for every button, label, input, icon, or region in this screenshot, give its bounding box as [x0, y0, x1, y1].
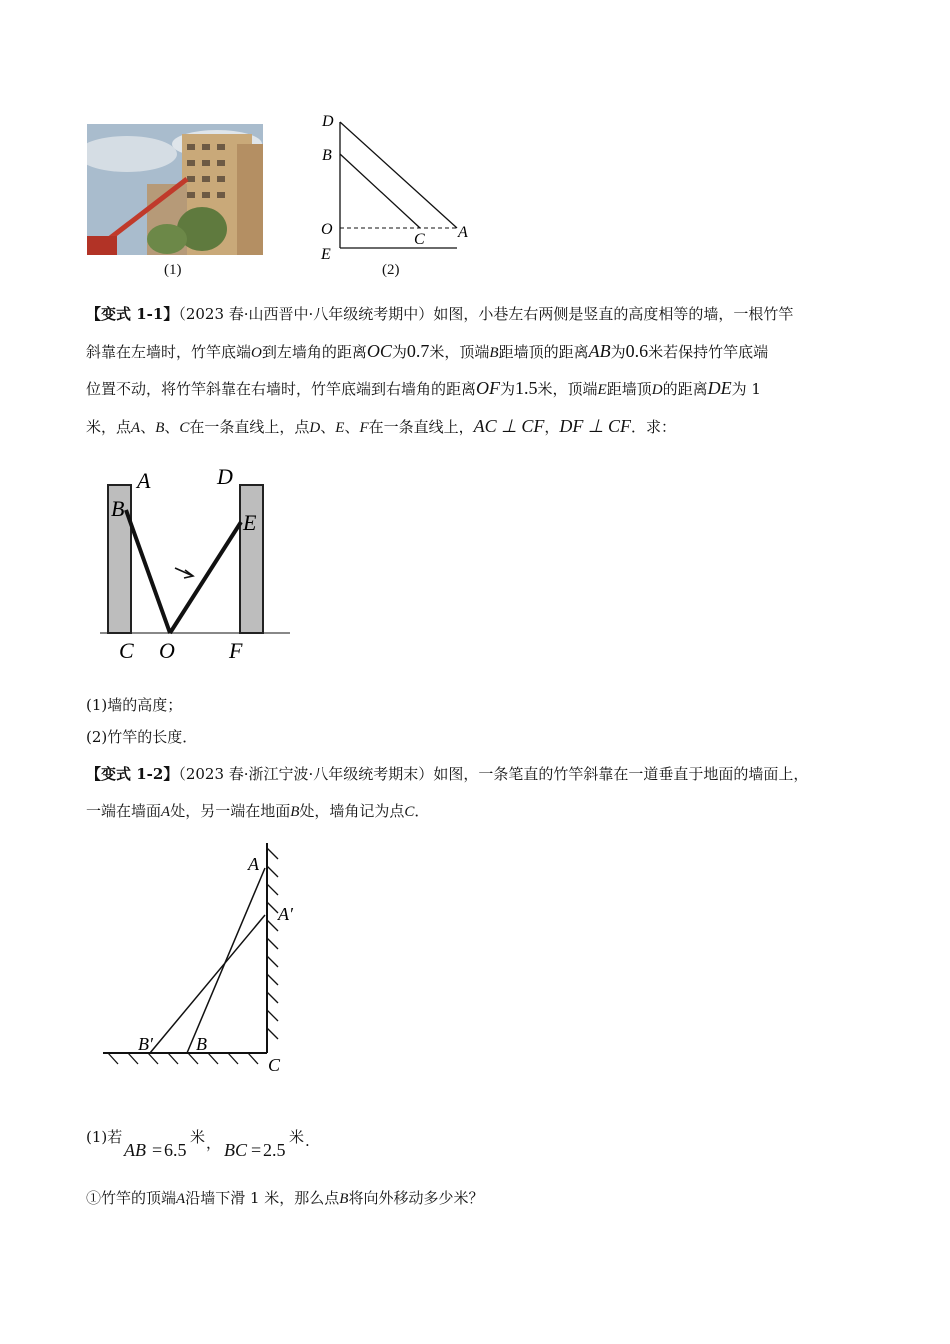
label-c: C — [268, 1055, 281, 1075]
label-a-prime: A′ — [278, 904, 293, 924]
variant-1-1-question-2: (2)竹竿的长度． — [86, 728, 198, 746]
figure-caption-2: (2) — [382, 262, 400, 278]
variant-1-1-source: （2023 春·山西晋中·八年级统考期中） — [178, 305, 434, 323]
line-da — [340, 122, 457, 228]
walls-figure — [95, 460, 295, 665]
label-e: E — [243, 510, 257, 535]
label-f: F — [229, 638, 243, 663]
variant-1-1-text: 如图，小巷左右两侧是竖直的高度相等的墙，一根竹竿 — [433, 305, 794, 323]
label-a: A — [458, 224, 468, 241]
photo-illustration — [87, 124, 263, 255]
label-o: O — [159, 638, 175, 663]
label-b: B — [322, 147, 332, 164]
ladder-truck-photo — [87, 124, 263, 255]
right-wall — [240, 485, 263, 633]
variant-1-1-question-1: (1)墙的高度； — [86, 696, 183, 714]
label-d: D — [322, 113, 334, 130]
label-a: A — [137, 468, 151, 493]
sliding-pole-figure — [98, 838, 308, 1078]
label-d: D — [217, 464, 233, 489]
label-c: C — [119, 638, 134, 663]
variant-1-1-line-4: 米，点A、B、C在一条直线上，点D、E、F在一条直线上，AC ⊥ CF，DF ⊥ CF．求： — [86, 416, 677, 436]
figure-caption-1: (1) — [164, 262, 182, 278]
ground-hatching — [108, 1053, 258, 1064]
variant-1-2-line-1 — [86, 756, 866, 793]
wall-hatching — [267, 848, 278, 1039]
pole-right — [170, 522, 241, 633]
label-c: C — [414, 231, 425, 248]
label-b-prime: B′ — [138, 1034, 153, 1054]
label-b: B — [111, 496, 125, 521]
label-o: O — [321, 221, 333, 238]
variant-1-2-source: （2023 春·浙江宁波·八年级统考期末） — [178, 765, 434, 783]
geometry-figure-2 — [300, 108, 490, 263]
variant-1-2-sub-question-1: ①竹竿的顶端A沿墙下滑 1 米，那么点B将向外移动多少米？ — [86, 1189, 484, 1207]
variant-1-2-line-2: 一端在墙面A处，另一端在地面B处，墙角记为点C． — [86, 802, 430, 820]
variant-1-2-text: 如图，一条笔直的竹竿斜靠在一道垂直于地面的墙面上， — [433, 765, 809, 783]
arrow-icon — [175, 568, 193, 578]
variant-1-2-question-1: (1)若 AB = 6.5 米 ， BC = 2.5 米 . — [86, 1128, 310, 1160]
pole-ab — [187, 868, 265, 1053]
pole-a-prime-b-prime — [150, 915, 265, 1053]
variant-1-2-tag: 【变式 1-2】 — [86, 765, 179, 783]
variant-1-1-line-3: 位置不动，将竹竿斜靠在右墙时，竹竿底端到右墙角的距离OF为1.5米，顶端E距墙顶D的距离DE为 1 — [86, 378, 761, 398]
line-bc — [340, 154, 420, 228]
pole-left — [126, 510, 170, 633]
variant-1-1-tag: 【变式 1-1】 — [86, 305, 179, 323]
label-b: B — [196, 1034, 207, 1054]
variant-1-1-line-2: 斜靠在左墙时，竹竿底端O到左墙角的距离OC为0.7米，顶端B距墙顶的距离AB为0.6米若保持竹竿底端 — [86, 341, 769, 361]
label-e: E — [321, 246, 331, 263]
label-a: A — [248, 854, 259, 874]
variant-1-1-line-1 — [86, 296, 866, 333]
